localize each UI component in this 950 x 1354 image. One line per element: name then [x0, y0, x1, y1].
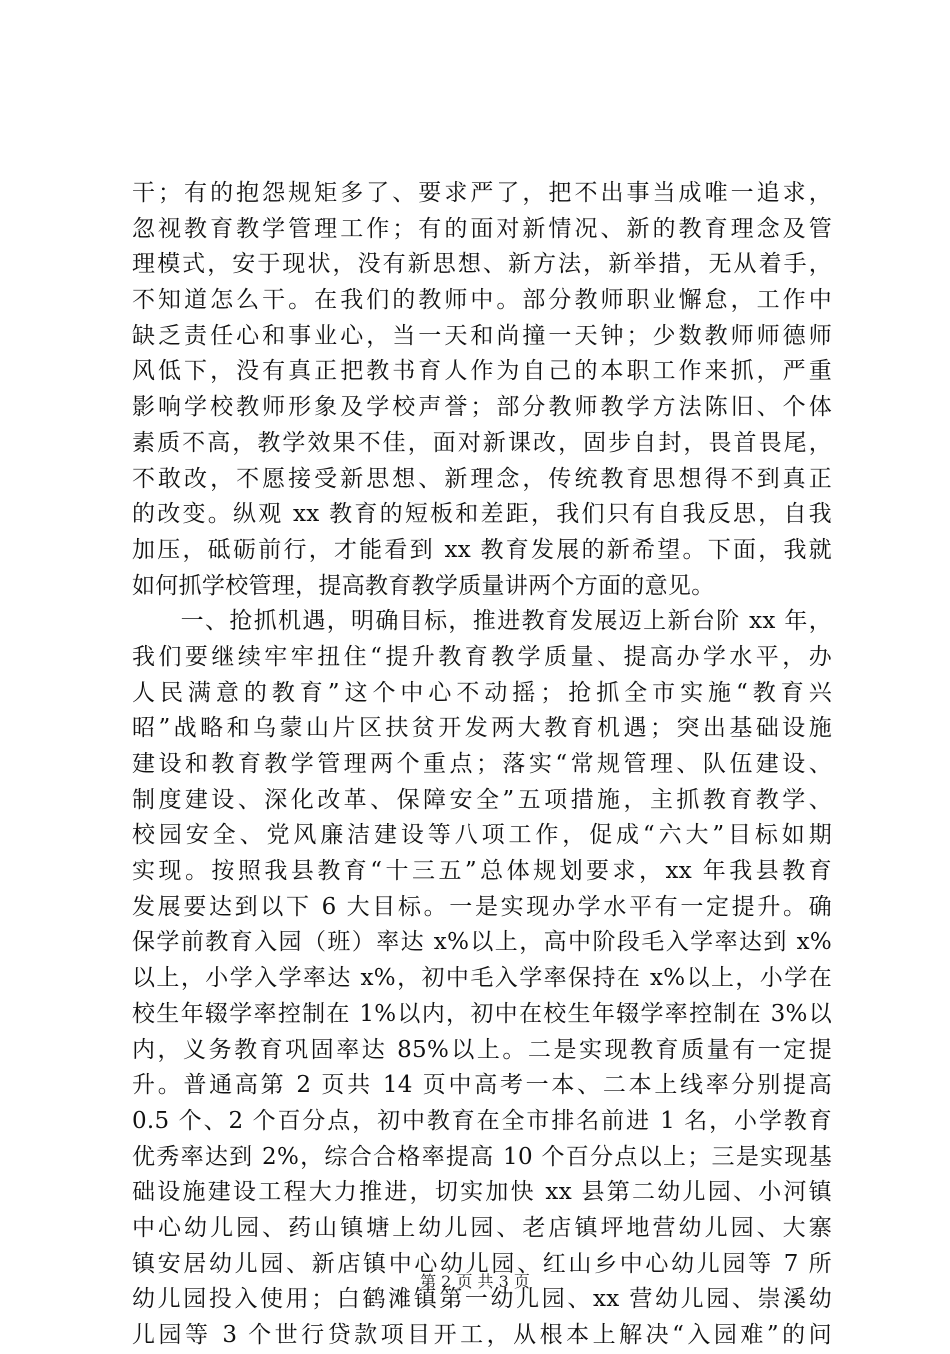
text-line-1: 干；有的抱怨规矩多了、要求严了，把不出事当成唯一追求，	[132, 180, 832, 206]
text-line-3: 理模式，安于现状，没有新思想、新方法，新举措，无从着手，	[132, 251, 832, 278]
text-line-24: 校生年辍学率控制在 1%以内，初中在校生年辍学率控制在 3%以	[132, 1000, 832, 1027]
text-line-31: 镇安居幼儿园、新店镇中心幼儿园、红山乡中心幼儿园等 7 所	[132, 1250, 832, 1277]
text-line-26: 升。普通高第 2 页共 14 页中高考一本、二本上线率分别提高	[132, 1072, 832, 1099]
text-line-28: 优秀率达到 2%，综合合格率提高 10 个百分点以上；三是实现基	[132, 1143, 832, 1170]
text-line-17: 建设和教育教学管理两个重点；落实“常规管理、队伍建设、	[132, 751, 832, 777]
text-line-9: 不敢改，不愿接受新思想、新理念，传统教育思想得不到真正	[132, 465, 832, 492]
text-line-30: 中心幼儿园、药山镇塘上幼儿园、老店镇坪地营幼儿园、大寨	[132, 1214, 832, 1241]
text-line-22: 保学前教育入园（班）率达 x%以上，高中阶段毛入学率达到 x%	[132, 929, 832, 956]
text-line-20: 实现。按照我县教育“十三五”总体规划要求，xx 年我县教育	[132, 858, 832, 885]
text-line-19: 校园安全、党风廉洁建设等八项工作，促成“六大”目标如期	[132, 822, 832, 849]
text-line-15: 人民满意的教育”这个中心不动摇；抢抓全市实施“教育兴	[132, 679, 832, 706]
text-line-18: 制度建设、深化改革、保障安全”五项措施，主抓教育教学、	[132, 786, 832, 813]
text-line-12: 如何抓学校管理，提高教育教学质量讲两个方面的意见。	[132, 572, 715, 599]
text-line-14: 我们要继续牢牢扭住“提升教育教学质量、提高办学水平，办	[132, 643, 832, 670]
text-line-21: 发展要达到以下 6 大目标。一是实现办学水平有一定提升。确	[132, 893, 832, 920]
text-line-27: 0.5 个、2 个百分点，初中教育在全市排名前进 1 名，小学教育	[132, 1107, 832, 1134]
text-line-6: 风低下，没有真正把教书育人作为自己的本职工作来抓，严重	[132, 358, 832, 385]
text-line-16: 昭”战略和乌蒙山片区扶贫开发两大教育机遇；突出基础设施	[132, 715, 832, 742]
text-line-5: 缺乏责任心和事业心，当一天和尚撞一天钟；少数教师师德师	[132, 322, 832, 349]
text-line-7: 影响学校教师形象及学校声誉；部分教师教学方法陈旧、个体	[132, 394, 832, 421]
text-line-8: 素质不高，教学效果不佳，面对新课改，固步自封，畏首畏尾，	[132, 429, 832, 456]
text-line-29: 础设施建设工程大力推进，切实加快 xx 县第二幼儿园、小河镇	[132, 1179, 832, 1206]
text-line-2: 忽视教育教学管理工作；有的面对新情况、新的教育理念及管	[132, 215, 832, 242]
text-line-4: 不知道怎么干。在我们的教师中。部分教师职业懈怠，工作中	[132, 287, 832, 314]
text-line-11: 加压，砥砺前行，才能看到 xx 教育发展的新希望。下面，我就	[132, 536, 832, 563]
text-line-10: 的改变。纵观 xx 教育的短板和差距，我们只有自我反思，自我	[132, 501, 832, 528]
text-line-13: 一、抢抓机遇，明确目标，推进教育发展迈上新台阶 xx 年，	[132, 608, 832, 635]
text-line-32: 幼儿园投入使用；白鹤滩镇第一幼儿园、xx 营幼儿园、崇溪幼	[132, 1286, 832, 1313]
text-line-25: 内，义务教育巩固率达 85%以上。二是实现教育质量有一定提	[132, 1036, 832, 1063]
page-footer: 第 2 页 共 3 页	[420, 1272, 530, 1291]
text-line-33: 儿园等 3 个世行贷款项目开工，从根本上解决“入园难”的问	[132, 1322, 832, 1348]
body-text	[132, 176, 832, 1354]
text-line-23: 以上，小学入学率达 x%，初中毛入学率保持在 x%以上，小学在	[132, 965, 832, 992]
